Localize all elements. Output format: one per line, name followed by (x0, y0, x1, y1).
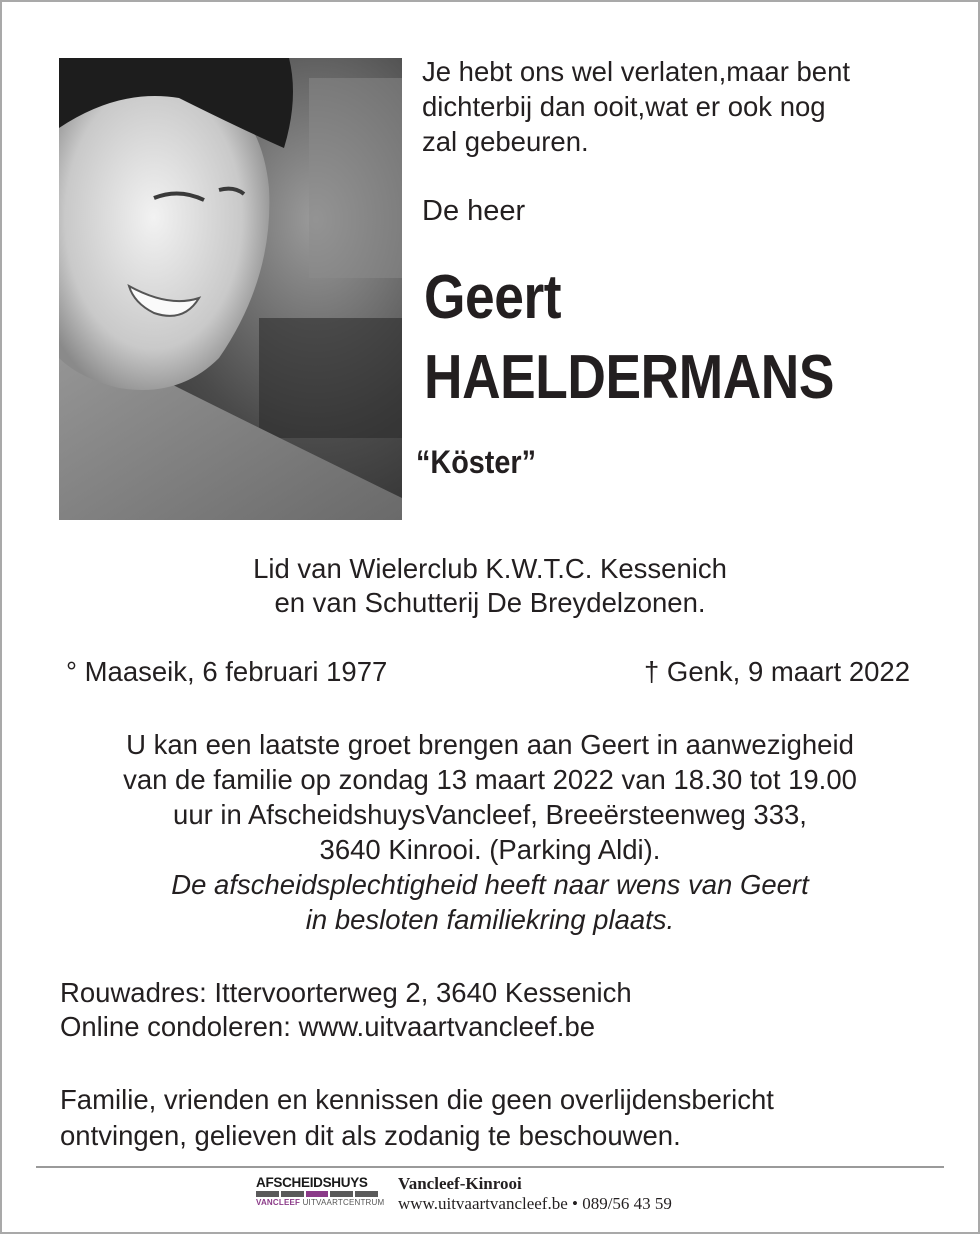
death-info: † Genk, 9 maart 2022 (644, 656, 910, 687)
first-name: Geert (424, 263, 562, 332)
farewell-line: van de familie op zondag 13 maart 2022 van 18.30 tot 19.00 (123, 764, 857, 795)
logo-subtitle (256, 1198, 385, 1207)
logo-sub-desc: UITVAARTCENTRUM (302, 1198, 385, 1207)
mourning-address: Rouwadres: Ittervoorterweg 2, 3640 Kessenich (60, 977, 632, 1008)
membership-line: en van Schutterij De Breydelzonen. (274, 587, 706, 618)
portrait-illustration (59, 58, 402, 520)
honorific: De heer (422, 195, 526, 227)
poem-line: zal gebeuren. (422, 126, 589, 157)
notice-line: ontvingen, gelieven dit als zodanig te beschouwen. (60, 1120, 681, 1151)
funeral-home-name: Vancleef-Kinrooi (398, 1174, 522, 1193)
nickname: “Köster” (416, 444, 537, 480)
contact-info (60, 976, 632, 1044)
farewell-line: 3640 Kinrooi. (Parking Aldi). (319, 834, 661, 865)
membership (0, 552, 980, 620)
birth-info: ° Maaseik, 6 februari 1977 (66, 656, 388, 687)
logo-title: AFSCHEIDSHUYS (256, 1175, 368, 1190)
notice-line: Familie, vrienden en kennissen die geen overlijdensbericht (60, 1084, 774, 1115)
ceremony-note: in besloten familiekring plaats. (305, 904, 675, 935)
notice (60, 1082, 774, 1154)
poem-line: Je hebt ons wel verlaten,maar bent (422, 56, 851, 87)
poem-line: dichterbij dan ooit,wat er ook nog (422, 91, 826, 122)
membership-line: Lid van Wielerclub K.W.T.C. Kessenich (253, 553, 727, 584)
funeral-home-logo (256, 1175, 385, 1207)
farewell-line: U kan een laatste groet brengen aan Geert in aanwezigheid (126, 729, 854, 760)
farewell-info (0, 727, 980, 937)
ceremony-note: De afscheidsplechtigheid heeft naar wens van Geert (171, 869, 809, 900)
last-name: HAELDERMANS (424, 343, 834, 412)
footer-divider (36, 1166, 944, 1168)
funeral-home-contact: www.uitvaartvancleef.be • 089/56 43 59 (398, 1194, 672, 1213)
online-condolence: Online condoleren: www.uitvaartvancleef.be (60, 1011, 596, 1042)
portrait-photo (59, 58, 402, 520)
memorial-poem (422, 54, 942, 159)
funeral-home-info (398, 1174, 672, 1214)
farewell-line: uur in AfscheidshuysVancleef, Breeërsteenweg 333, (173, 799, 807, 830)
logo-sub-name: VANCLEEF (256, 1198, 301, 1207)
logo-bars (256, 1191, 380, 1197)
